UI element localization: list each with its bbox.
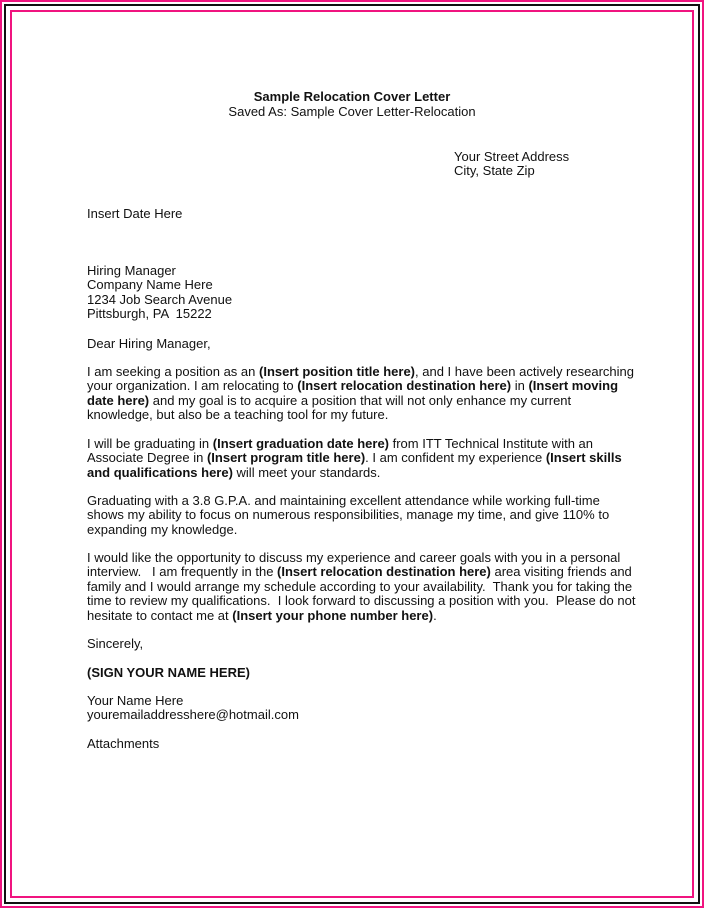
street-address: Your Street Address <box>454 149 570 164</box>
saved-as-line: Saved As: Sample Cover Letter-Relocation <box>228 104 476 119</box>
placeholder-text: (Insert relocation destination here) <box>297 378 512 394</box>
body-text: . <box>433 607 437 623</box>
body-text: hesitate to contact me at <box>87 607 233 623</box>
body-text: knowledge, but also be a teaching tool for my future. <box>87 407 389 423</box>
body-paragraph-3 <box>87 494 609 537</box>
body-text: Associate Degree in <box>87 450 207 466</box>
placeholder-text: (Insert position title here) <box>259 364 416 379</box>
sender-email: youremailaddresshere@hotmail.com <box>87 707 299 723</box>
paragraph-line <box>87 408 634 422</box>
sender-name: Your Name Here <box>87 693 184 708</box>
date-line: Insert Date Here <box>87 206 183 221</box>
paragraph-line <box>87 466 622 480</box>
paragraph-line <box>87 580 635 594</box>
recipient-line: 1234 Job Search Avenue <box>87 291 233 307</box>
body-text: and my goal is to acquire a position that will not only enhance my current <box>149 392 572 408</box>
placeholder-text: date here) <box>87 392 150 408</box>
letter-title: Sample Relocation Cover Letter <box>253 89 451 104</box>
paragraph-line <box>87 379 634 393</box>
sender-address <box>454 150 569 179</box>
body-text: Graduating with a 3.8 G.P.A. and maintaining excellent attendance while working full-time <box>87 493 600 508</box>
placeholder-text: (Insert graduation date here) <box>212 436 389 451</box>
body-text: in <box>511 378 529 394</box>
body-text: expanding my knowledge. <box>87 521 238 537</box>
paragraph-line <box>87 394 634 408</box>
body-text: . I am confident my experience <box>365 450 546 466</box>
sender-block <box>87 694 299 723</box>
body-text: , and I have been actively researching <box>415 364 634 379</box>
closing: Sincerely, <box>87 636 144 651</box>
body-text: your organization. I am relocating to <box>87 378 298 394</box>
paragraph-line <box>87 437 622 451</box>
body-text: I am seeking a position as an <box>87 364 259 379</box>
paragraph-line <box>87 508 609 522</box>
body-text: interview. I am frequently in the <box>87 564 278 580</box>
placeholder-text: (Insert skills <box>545 450 622 466</box>
placeholder-text: (Insert your phone number here) <box>232 607 434 623</box>
body-text: area visiting friends and <box>490 564 632 580</box>
paragraph-line <box>87 551 635 565</box>
paragraph-line <box>87 451 622 465</box>
attachments-label: Attachments <box>87 736 160 751</box>
body-paragraph-4 <box>87 551 635 623</box>
recipient-line: Hiring Manager <box>87 263 176 278</box>
recipient-address <box>87 264 232 322</box>
paragraph-line <box>87 523 609 537</box>
paragraph-line <box>87 365 634 379</box>
paragraph-line <box>87 594 635 608</box>
body-text: will meet your standards. <box>232 464 381 480</box>
recipient-line: Pittsburgh, PA 15222 <box>87 306 212 322</box>
paragraph-line <box>87 494 609 508</box>
recipient-line: Company Name Here <box>87 277 213 293</box>
signature-placeholder: (SIGN YOUR NAME HERE) <box>87 665 250 680</box>
body-text: I will be graduating in <box>87 436 213 451</box>
body-text: time to review my qualifications. I look forward to discussing a position with you. Please do not <box>87 593 636 609</box>
city-state-zip: City, State Zip <box>454 163 535 179</box>
body-text: family and I would arrange my schedule according to your availability. Thank you for taking the <box>87 578 633 594</box>
placeholder-text: and qualifications here) <box>87 464 233 480</box>
body-text: I would like the opportunity to discuss my experience and career goals with you in a personal <box>87 550 621 565</box>
body-text: shows my ability to focus on numerous responsibilities, manage my time, and give 110% to <box>87 507 610 523</box>
placeholder-text: (Insert program title here) <box>206 450 366 466</box>
body-paragraph-1 <box>87 365 634 423</box>
paragraph-line <box>87 565 635 579</box>
body-paragraph-2 <box>87 437 622 480</box>
placeholder-text: (Insert moving <box>528 378 619 394</box>
placeholder-text: (Insert relocation destination here) <box>277 564 491 580</box>
body-text: from ITT Technical Institute with an <box>389 436 593 451</box>
paragraph-line <box>87 609 635 623</box>
salutation: Dear Hiring Manager, <box>87 336 211 351</box>
